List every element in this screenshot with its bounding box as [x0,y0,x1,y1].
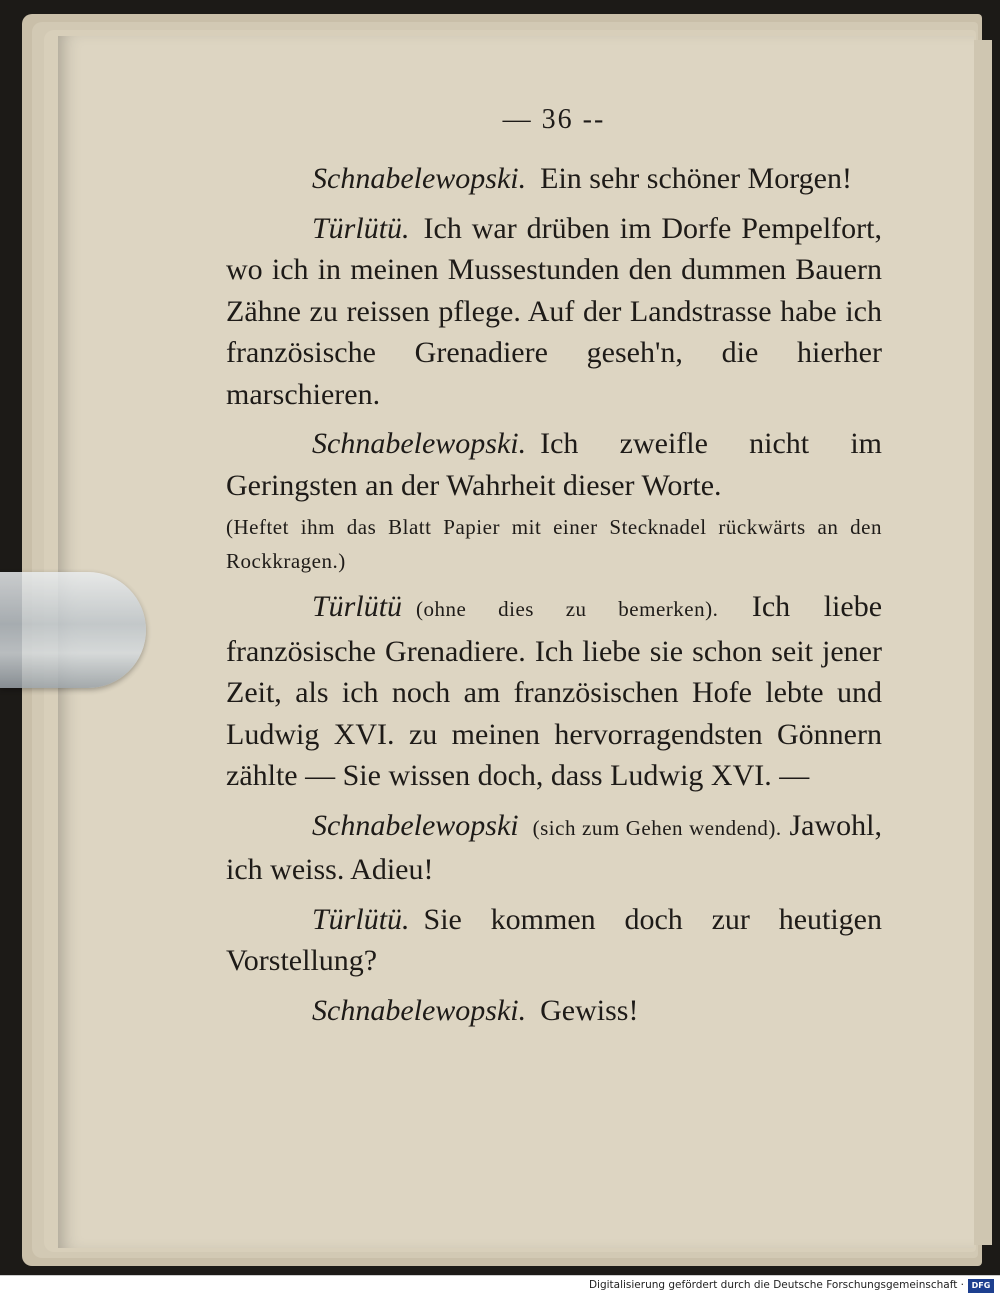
speaker-name: Türlütü. [312,211,410,245]
speaker-name: Türlütü. [312,902,410,936]
dialogue-paragraph [226,423,882,506]
funding-credit: Digitalisierung gefördert durch die Deutsche Forschungsgemeinschaft · [588,1279,964,1291]
stage-direction: (ohne dies zu bemerken). [416,597,719,621]
stage-direction: (Heftet ihm das Blatt Papier mit einer Stecknadel rückwärts an den Rockkragen.) [226,515,882,573]
speaker-name: Türlütü [312,590,403,623]
footer-bar [0,1275,1000,1296]
page-number: — 36 -- [502,104,606,135]
speaker-name: Schnabelewopski. [312,993,527,1027]
dfg-logo[interactable]: DFG [968,1279,994,1293]
dialogue-paragraph [226,208,882,416]
dialogue-paragraph [226,586,882,797]
dialogue-text: Gewiss! [540,993,639,1027]
dialogue-text: Sie kommen doch zur heutigen Vorstellung? [226,902,882,977]
dialogue-paragraph [226,805,882,891]
dialogue-text: Ich liebe französische Grenadiere. Ich liebe sie schon seit jener Zeit, als ich noch am französischen Hofe lebte und Ludwig XVI. zu meinen hervorragendsten Gönnern zählte — Sie wissen doch, dass Ludwig XVI. — [226,590,883,792]
dialogue-paragraph [226,158,882,200]
dialogue-paragraph [226,899,882,982]
speaker-name: Schnabelewopski [312,808,519,842]
dialogue-paragraph [226,990,882,1032]
stage-direction: (sich zum Gehen wendend). [532,815,782,840]
facing-page-edge [972,40,992,1245]
speaker-name: Schnabelewopski. [312,427,527,460]
dialogue-text: Ich zweifle nicht im Geringsten an der Wahrheit dieser Worte. [226,427,882,502]
dialogue-text: Ein sehr schöner Morgen! [540,162,852,195]
glass-page-weight [0,572,146,688]
speaker-name: Schnabelewopski. [312,162,527,195]
dialogue-text: Ich war drüben im Dorfe Pempelfort, wo ich in meinen Mussestunden den dummen Bauern Zähne zu reissen pflege. Auf der Landstrasse habe ich französische Grenadiere geseh'n, die hierher marschieren. [226,211,882,411]
dialogue-text: Jawohl, ich weiss. Adieu! [226,808,882,886]
page-text [226,100,882,1031]
